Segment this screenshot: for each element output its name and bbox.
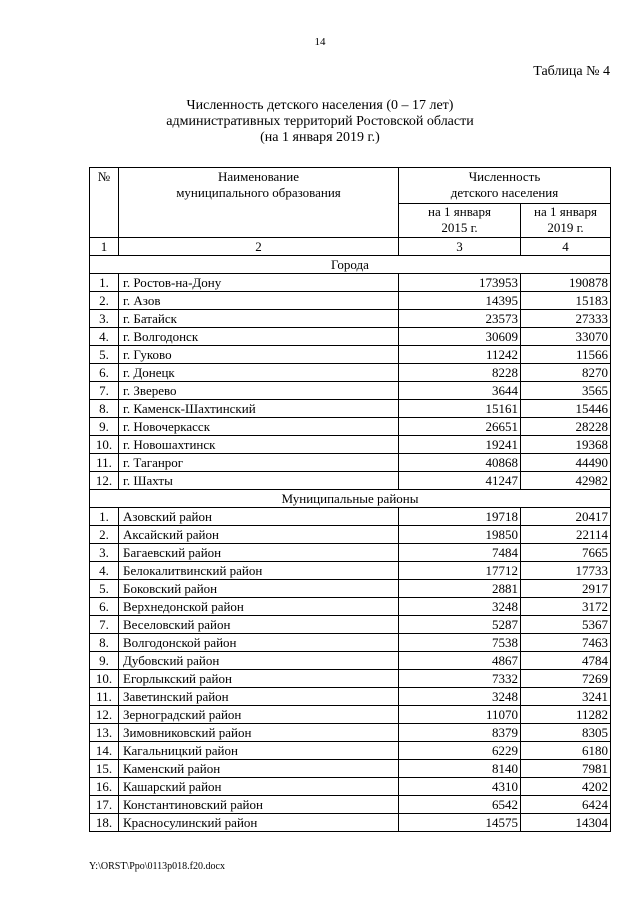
row-name: г. Азов: [119, 292, 399, 310]
row-value-2015: 11070: [399, 706, 521, 724]
row-number: 5.: [90, 580, 119, 598]
row-number: 11.: [90, 454, 119, 472]
row-value-2015: 4867: [399, 652, 521, 670]
row-value-2015: 3248: [399, 688, 521, 706]
column-number-2: 2: [119, 238, 399, 256]
row-number: 3.: [90, 310, 119, 328]
table-row: [90, 328, 611, 346]
header-population: [399, 168, 611, 204]
row-value-2015: 11242: [399, 346, 521, 364]
row-value-2019: 15183: [521, 292, 611, 310]
page-number: 14: [314, 36, 326, 48]
row-number: 6.: [90, 598, 119, 616]
table-row: [90, 472, 611, 490]
row-value-2015: 15161: [399, 400, 521, 418]
table-row: [90, 688, 611, 706]
table-row: [90, 292, 611, 310]
section-cities: Города: [90, 256, 611, 274]
header-name: [119, 168, 399, 238]
header-name-line-1: Наименование: [218, 169, 299, 184]
row-number: 12.: [90, 706, 119, 724]
row-name: г. Батайск: [119, 310, 399, 328]
row-value-2015: 30609: [399, 328, 521, 346]
row-value-2015: 40868: [399, 454, 521, 472]
row-number: 3.: [90, 544, 119, 562]
table-row: [90, 652, 611, 670]
row-name: г. Волгодонск: [119, 328, 399, 346]
row-value-2019: 2917: [521, 580, 611, 598]
file-path-footer: Y:\ORST\Ppo\0113p018.f20.docx: [89, 861, 225, 872]
row-name: Белокалитвинский район: [119, 562, 399, 580]
row-value-2015: 4310: [399, 778, 521, 796]
table-row: [90, 382, 611, 400]
row-value-2019: 4784: [521, 652, 611, 670]
row-name: Багаевский район: [119, 544, 399, 562]
row-value-2015: 23573: [399, 310, 521, 328]
table-row: [90, 274, 611, 292]
title-line-3: (на 1 января 2019 г.): [260, 130, 380, 145]
row-name: Дубовский район: [119, 652, 399, 670]
row-value-2015: 41247: [399, 472, 521, 490]
row-value-2019: 5367: [521, 616, 611, 634]
row-name: г. Таганрог: [119, 454, 399, 472]
row-name: Кагальницкий район: [119, 742, 399, 760]
row-number: 4.: [90, 328, 119, 346]
row-value-2019: 11566: [521, 346, 611, 364]
row-name: Зерноградский район: [119, 706, 399, 724]
header-2015-line-2: 2015 г.: [441, 220, 478, 236]
row-name: Каменский район: [119, 760, 399, 778]
row-number: 1.: [90, 274, 119, 292]
row-value-2015: 26651: [399, 418, 521, 436]
row-name: г. Зверево: [119, 382, 399, 400]
row-value-2019: 20417: [521, 508, 611, 526]
row-name: Красносулинский район: [119, 814, 399, 832]
table-row: [90, 544, 611, 562]
row-value-2015: 6229: [399, 742, 521, 760]
row-number: 10.: [90, 670, 119, 688]
row-value-2015: 19241: [399, 436, 521, 454]
row-value-2015: 19718: [399, 508, 521, 526]
row-value-2019: 190878: [521, 274, 611, 292]
row-name: Кашарский район: [119, 778, 399, 796]
header-2015: [399, 203, 521, 238]
header-number: №: [90, 168, 119, 238]
row-value-2015: 6542: [399, 796, 521, 814]
row-number: 8.: [90, 400, 119, 418]
row-name: Боковский район: [119, 580, 399, 598]
row-value-2015: 8140: [399, 760, 521, 778]
row-name: Аксайский район: [119, 526, 399, 544]
table-row: [90, 400, 611, 418]
row-value-2019: 8305: [521, 724, 611, 742]
table-row: [90, 670, 611, 688]
row-number: 2.: [90, 526, 119, 544]
row-value-2019: 7463: [521, 634, 611, 652]
row-number: 5.: [90, 346, 119, 364]
row-name: Веселовский район: [119, 616, 399, 634]
table-row: [90, 346, 611, 364]
row-name: г. Шахты: [119, 472, 399, 490]
row-value-2019: 8270: [521, 364, 611, 382]
table-row: [90, 526, 611, 544]
column-number-4: 4: [521, 238, 611, 256]
table-row: [90, 742, 611, 760]
table-row: [90, 508, 611, 526]
row-value-2019: 27333: [521, 310, 611, 328]
row-value-2015: 3248: [399, 598, 521, 616]
row-number: 14.: [90, 742, 119, 760]
row-number: 13.: [90, 724, 119, 742]
row-name: Егорлыкский район: [119, 670, 399, 688]
row-value-2015: 7484: [399, 544, 521, 562]
row-value-2015: 14575: [399, 814, 521, 832]
row-number: 16.: [90, 778, 119, 796]
row-value-2019: 28228: [521, 418, 611, 436]
row-number: 1.: [90, 508, 119, 526]
header-2015-line-1: на 1 января: [428, 204, 491, 220]
row-number: 15.: [90, 760, 119, 778]
section-districts: Муниципальные районы: [90, 490, 611, 508]
row-number: 12.: [90, 472, 119, 490]
section-row-cities: [90, 256, 611, 274]
row-name: г. Каменск-Шахтинский: [119, 400, 399, 418]
row-value-2015: 14395: [399, 292, 521, 310]
row-number: 18.: [90, 814, 119, 832]
table-row: [90, 580, 611, 598]
table-row: [90, 454, 611, 472]
row-value-2019: 3565: [521, 382, 611, 400]
table-row: [90, 778, 611, 796]
header-2019-line-1: на 1 января: [534, 204, 597, 220]
row-name: г. Ростов-на-Дону: [119, 274, 399, 292]
header-2019-line-2: 2019 г.: [547, 220, 584, 236]
table-row: [90, 724, 611, 742]
row-number: 7.: [90, 382, 119, 400]
row-value-2019: 44490: [521, 454, 611, 472]
row-value-2019: 4202: [521, 778, 611, 796]
row-name: г. Новочеркасск: [119, 418, 399, 436]
row-number: 7.: [90, 616, 119, 634]
table-row: [90, 310, 611, 328]
row-name: Константиновский район: [119, 796, 399, 814]
row-value-2015: 7332: [399, 670, 521, 688]
row-value-2019: 42982: [521, 472, 611, 490]
header-row: [90, 168, 611, 204]
row-number: 11.: [90, 688, 119, 706]
row-name: г. Новошахтинск: [119, 436, 399, 454]
row-number: 8.: [90, 634, 119, 652]
row-value-2019: 17733: [521, 562, 611, 580]
table-row: [90, 562, 611, 580]
table-row: [90, 436, 611, 454]
column-number-1: 1: [90, 238, 119, 256]
row-number: 4.: [90, 562, 119, 580]
title-line-2: административных территорий Ростовской области: [166, 114, 474, 129]
row-number: 6.: [90, 364, 119, 382]
table-label: Таблица № 4: [533, 64, 610, 79]
row-value-2019: 7665: [521, 544, 611, 562]
row-value-2015: 17712: [399, 562, 521, 580]
row-value-2015: 8228: [399, 364, 521, 382]
row-name: Заветинский район: [119, 688, 399, 706]
row-value-2015: 8379: [399, 724, 521, 742]
row-value-2015: 5287: [399, 616, 521, 634]
header-name-line-2: муниципального образования: [176, 185, 341, 200]
row-value-2015: 173953: [399, 274, 521, 292]
row-number: 9.: [90, 418, 119, 436]
document-title: [0, 98, 640, 146]
row-name: г. Донецк: [119, 364, 399, 382]
table-row: [90, 418, 611, 436]
table-row: [90, 634, 611, 652]
row-name: Волгодонской район: [119, 634, 399, 652]
row-name: Азовский район: [119, 508, 399, 526]
title-line-1: Численность детского населения (0 – 17 лет): [186, 98, 454, 113]
row-value-2019: 22114: [521, 526, 611, 544]
row-value-2019: 14304: [521, 814, 611, 832]
row-value-2019: 7269: [521, 670, 611, 688]
row-value-2019: 15446: [521, 400, 611, 418]
row-number: 2.: [90, 292, 119, 310]
table-row: [90, 796, 611, 814]
table-row: [90, 616, 611, 634]
column-number-3: 3: [399, 238, 521, 256]
row-value-2019: 6180: [521, 742, 611, 760]
table-row: [90, 706, 611, 724]
row-value-2015: 2881: [399, 580, 521, 598]
header-population-line-2: детского населения: [450, 185, 559, 200]
population-table: [89, 167, 611, 832]
row-number: 17.: [90, 796, 119, 814]
row-value-2019: 6424: [521, 796, 611, 814]
row-value-2015: 3644: [399, 382, 521, 400]
row-value-2019: 3241: [521, 688, 611, 706]
row-number: 10.: [90, 436, 119, 454]
row-value-2015: 7538: [399, 634, 521, 652]
row-name: г. Гуково: [119, 346, 399, 364]
table-row: [90, 814, 611, 832]
table-row: [90, 598, 611, 616]
row-name: Верхнедонской район: [119, 598, 399, 616]
row-value-2015: 19850: [399, 526, 521, 544]
header-population-line-1: Численность: [468, 169, 541, 184]
table-row: [90, 760, 611, 778]
row-value-2019: 11282: [521, 706, 611, 724]
row-name: Зимовниковский район: [119, 724, 399, 742]
row-number: 9.: [90, 652, 119, 670]
header-2019: [521, 203, 611, 238]
row-value-2019: 33070: [521, 328, 611, 346]
row-value-2019: 7981: [521, 760, 611, 778]
table-row: [90, 364, 611, 382]
row-value-2019: 3172: [521, 598, 611, 616]
column-number-row: [90, 238, 611, 256]
row-value-2019: 19368: [521, 436, 611, 454]
section-row-districts: [90, 490, 611, 508]
